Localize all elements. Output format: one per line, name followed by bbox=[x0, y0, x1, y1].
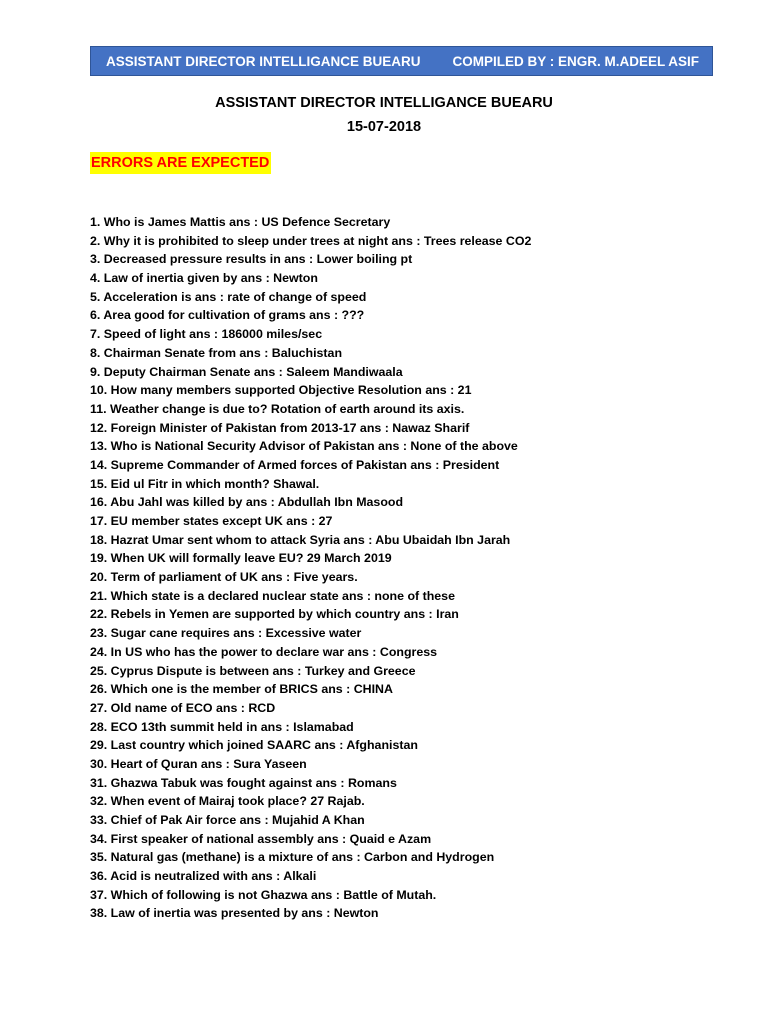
document-date: 15-07-2018 bbox=[346, 119, 422, 135]
question-item: 20. Term of parliament of UK ans : Five years. bbox=[90, 570, 358, 585]
question-item: 9. Deputy Chairman Senate ans : Saleem Mandiwaala bbox=[90, 364, 403, 379]
document-title: ASSISTANT DIRECTOR INTELLIGANCE BUEARU bbox=[215, 95, 553, 111]
question-item: 18. Hazrat Umar sent whom to attack Syria ans : Abu Ubaidah Ibn Jarah bbox=[90, 532, 511, 547]
question-item: 32. When event of Mairaj took place? 27 Rajab. bbox=[90, 794, 365, 809]
question-item: 5. Acceleration is ans : rate of change of speed bbox=[90, 289, 367, 304]
question-item: 24. In US who has the power to declare war ans : Congress bbox=[90, 644, 438, 659]
question-item: 12. Foreign Minister of Pakistan from 2013-17 ans : Nawaz Sharif bbox=[90, 420, 470, 435]
question-item: 25. Cyprus Dispute is between ans : Turkey and Greece bbox=[90, 663, 416, 678]
question-item: 26. Which one is the member of BRICS ans : CHINA bbox=[90, 682, 393, 697]
question-item: 27. Old name of ECO ans : RCD bbox=[90, 700, 276, 715]
header-title: ASSISTANT DIRECTOR INTELLIGANCE BUEARU bbox=[106, 54, 421, 69]
question-item: 14. Supreme Commander of Armed forces of Pakistan ans : President bbox=[90, 457, 500, 472]
question-item: 11. Weather change is due to? Rotation of earth around its axis. bbox=[90, 401, 465, 416]
question-item: 19. When UK will formally leave EU? 29 March 2019 bbox=[90, 551, 392, 566]
question-item: 17. EU member states except UK ans : 27 bbox=[90, 514, 333, 528]
question-item: 6. Area good for cultivation of grams ans : ??? bbox=[90, 308, 365, 323]
question-item: 33. Chief of Pak Air force ans : Mujahid A Khan bbox=[90, 813, 365, 827]
question-item: 4. Law of inertia given by ans : Newton bbox=[90, 271, 318, 286]
question-item: 37. Which of following is not Ghazwa ans : Battle of Mutah. bbox=[90, 887, 437, 902]
errors-note: ERRORS ARE EXPECTED bbox=[90, 152, 271, 174]
question-item: 22. Rebels in Yemen are supported by which country ans : Iran bbox=[90, 607, 459, 622]
question-item: 15. Eid ul Fitr in which month? Shawal. bbox=[90, 476, 320, 491]
question-item: 1. Who is James Mattis ans : US Defence Secretary bbox=[90, 215, 391, 229]
question-item: 21. Which state is a declared nuclear state ans : none of these bbox=[90, 588, 455, 603]
question-item: 34. First speaker of national assembly ans : Quaid e Azam bbox=[90, 831, 432, 846]
question-item: 31. Ghazwa Tabuk was fought against ans : Romans bbox=[90, 775, 397, 790]
question-item: 8. Chairman Senate from ans : Baluchistan bbox=[90, 345, 343, 360]
question-item: 38. Law of inertia was presented by ans : Newton bbox=[90, 906, 379, 921]
question-item: 36. Acid is neutralized with ans : Alkali bbox=[90, 869, 317, 884]
question-item: 28. ECO 13th summit held in ans : Islamabad bbox=[90, 719, 354, 734]
question-list bbox=[90, 213, 531, 923]
question-item: 3. Decreased pressure results in ans : Lower boiling pt bbox=[90, 252, 413, 267]
question-item: 7. Speed of light ans : 186000 miles/sec bbox=[90, 327, 323, 342]
question-item: 30. Heart of Quran ans : Sura Yaseen bbox=[90, 756, 307, 771]
question-item: 35. Natural gas (methane) is a mixture of ans : Carbon and Hydrogen bbox=[90, 850, 495, 865]
question-item: 16. Abu Jahl was killed by ans : Abdullah Ibn Masood bbox=[90, 495, 404, 510]
question-item: 23. Sugar cane requires ans : Excessive water bbox=[90, 626, 362, 641]
question-item: 10. How many members supported Objective Resolution ans : 21 bbox=[90, 383, 472, 398]
question-item: 2. Why it is prohibited to sleep under trees at night ans : Trees release CO2 bbox=[90, 233, 532, 248]
header-compiler: COMPILED BY : ENGR. M.ADEEL ASIF bbox=[452, 54, 699, 69]
header-bar bbox=[90, 46, 713, 76]
question-item: 13. Who is National Security Advisor of Pakistan ans : None of the above bbox=[90, 439, 518, 454]
question-item: 29. Last country which joined SAARC ans : Afghanistan bbox=[90, 738, 418, 753]
